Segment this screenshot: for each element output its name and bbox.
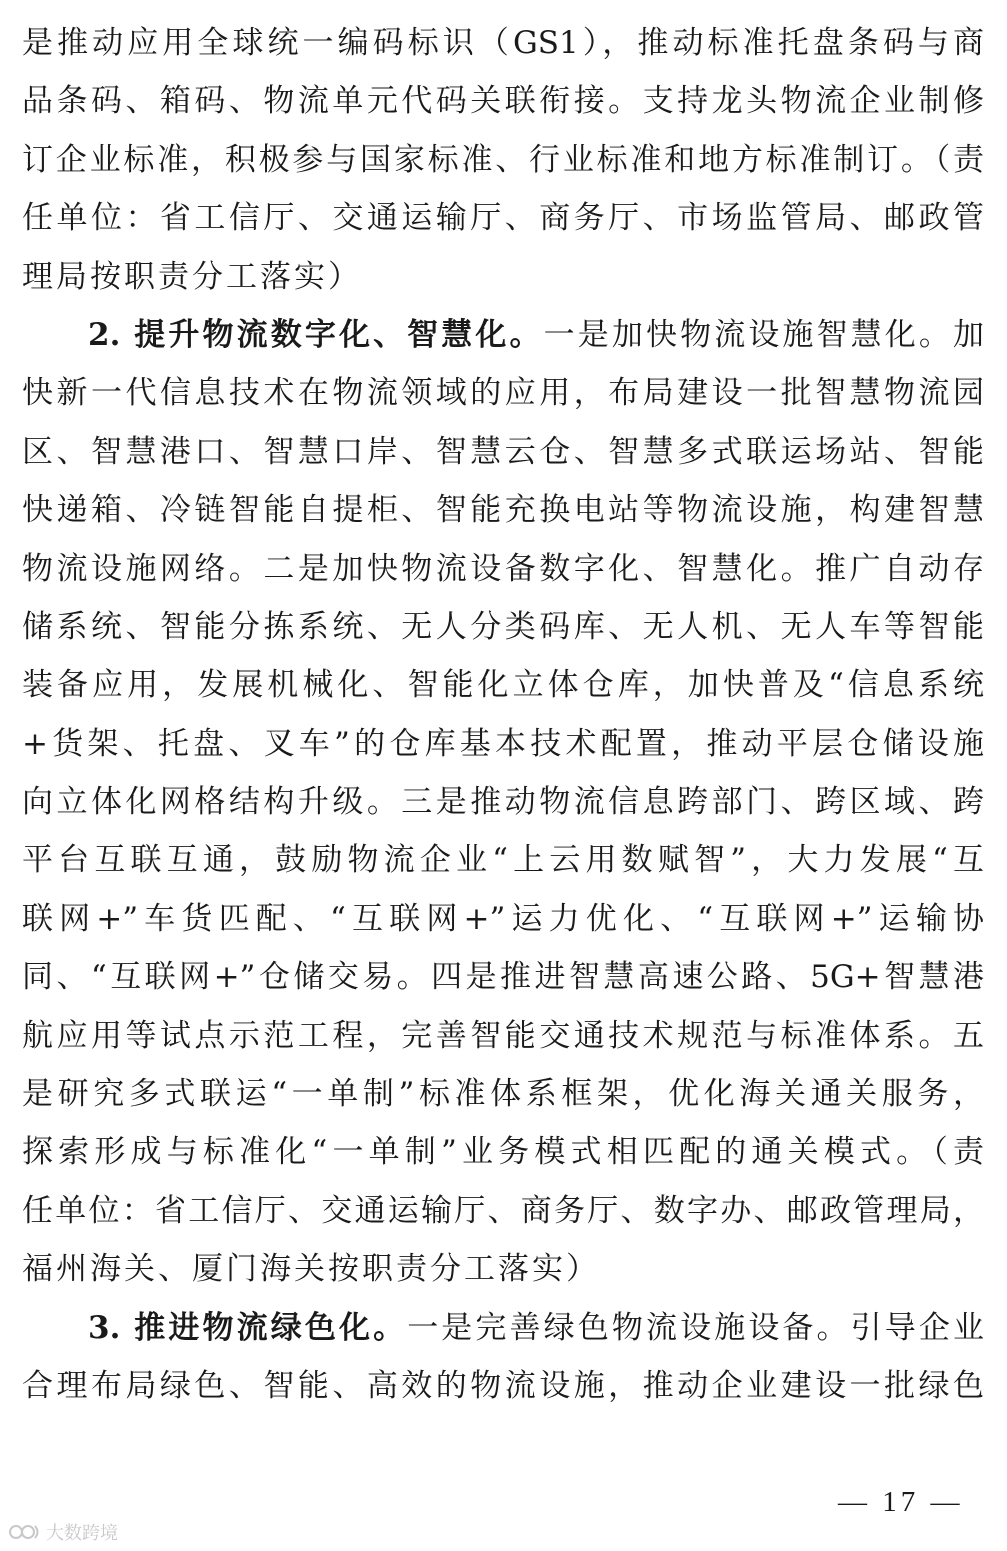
line-text: 合理布局绿色、智能、高效的物流设施，推动企业建设一批绿色 bbox=[22, 1367, 984, 1404]
line-text: 平台互联互通，鼓励物流企业“上云用数赋智”，大力发展“互 bbox=[22, 842, 984, 879]
line-text: 订企业标准，积极参与国家标准、行业标准和地方标准制订。（责 bbox=[22, 141, 984, 178]
text-line bbox=[22, 14, 984, 72]
line-text: 是推动应用全球统一编码标识（GS1），推动标准托盘条码与商 bbox=[22, 25, 984, 61]
line-text: 同、“互联网+”仓储交易。四是推进智慧高速公路、5G+智慧港 bbox=[22, 959, 984, 996]
section-heading: 3. 推进物流绿色化。 bbox=[88, 1309, 408, 1346]
text-line bbox=[22, 1240, 984, 1298]
line-text: 任单位：省工信厅、交通运输厅、商务厅、数字办、邮政管理局， bbox=[22, 1192, 984, 1229]
line-text: 区、智慧港口、智慧口岸、智慧云仓、智慧多式联运场站、智能 bbox=[22, 433, 984, 470]
text-line bbox=[22, 598, 984, 656]
text-line bbox=[22, 131, 984, 189]
text-line bbox=[22, 715, 984, 773]
line-text: 向立体化网格结构升级。三是推动物流信息跨部门、跨区域、跨 bbox=[22, 784, 984, 821]
text-line bbox=[22, 72, 984, 130]
line-text: 航应用等试点示范工程，完善智能交通技术规范与标准体系。五 bbox=[22, 1017, 984, 1054]
line-text: 装备应用，发展机械化、智能化立体仓库，加快普及“信息系统 bbox=[22, 667, 984, 704]
line-text: 福州海关、厦门海关按职责分工落实） bbox=[22, 1251, 600, 1288]
text-line bbox=[22, 1123, 984, 1181]
section-heading: 2. 提升物流数字化、智慧化。 bbox=[88, 316, 544, 353]
text-line bbox=[22, 1182, 984, 1240]
line-text: 理局按职责分工落实） bbox=[22, 258, 362, 295]
text-line bbox=[22, 656, 984, 714]
section-heading-line bbox=[22, 1299, 984, 1357]
line-text: 储系统、智能分拣系统、无人分类码库、无人机、无人车等智能 bbox=[22, 608, 984, 645]
text-line bbox=[22, 423, 984, 481]
line-text: 一是加快物流设施智慧化。加 bbox=[543, 316, 985, 353]
text-line bbox=[22, 948, 984, 1006]
text-line bbox=[22, 773, 984, 831]
line-text: 快递箱、冷链智能自提柜、智能充换电站等物流设施，构建智慧 bbox=[22, 492, 984, 529]
text-line bbox=[22, 831, 984, 889]
section-heading-line bbox=[22, 306, 984, 364]
line-text: 是研究多式联运“一单制”标准体系框架，优化海关通关服务， bbox=[22, 1076, 984, 1113]
text-line bbox=[22, 1007, 984, 1065]
text-line bbox=[22, 1357, 984, 1415]
line-text: 探索形成与标准化“一单制”业务模式相匹配的通关模式。（责 bbox=[22, 1134, 984, 1171]
text-line bbox=[22, 890, 984, 948]
watermark-logo-icon bbox=[8, 1522, 42, 1542]
line-text: 品条码、箱码、物流单元代码关联衔接。支持龙头物流企业制修 bbox=[22, 83, 984, 120]
watermark-text: 大数跨境 bbox=[46, 1523, 118, 1544]
line-text: 物流设施网络。二是加快物流设备数字化、智慧化。推广自动存 bbox=[22, 550, 984, 587]
text-line bbox=[22, 1065, 984, 1123]
line-text: 快新一代信息技术在物流领域的应用，布局建设一批智慧物流园 bbox=[22, 375, 984, 412]
text-line bbox=[22, 540, 984, 598]
text-line bbox=[22, 364, 984, 422]
body-text bbox=[22, 14, 984, 1415]
text-line bbox=[22, 481, 984, 539]
text-line bbox=[22, 189, 984, 247]
watermark bbox=[8, 1518, 118, 1546]
line-text: 联网+”车货匹配、“互联网+”运力优化、“互联网+”运输协 bbox=[22, 900, 984, 937]
line-text: 一是完善绿色物流设施设备。引导企业 bbox=[407, 1309, 985, 1346]
line-text: +货架、托盘、叉车”的仓库基本技术配置，推动平层仓储设施 bbox=[22, 725, 984, 762]
line-text: 任单位：省工信厅、交通运输厅、商务厅、市场监管局、邮政管 bbox=[22, 200, 984, 237]
text-line bbox=[22, 248, 984, 306]
page-number: — 17 — bbox=[838, 1486, 964, 1518]
